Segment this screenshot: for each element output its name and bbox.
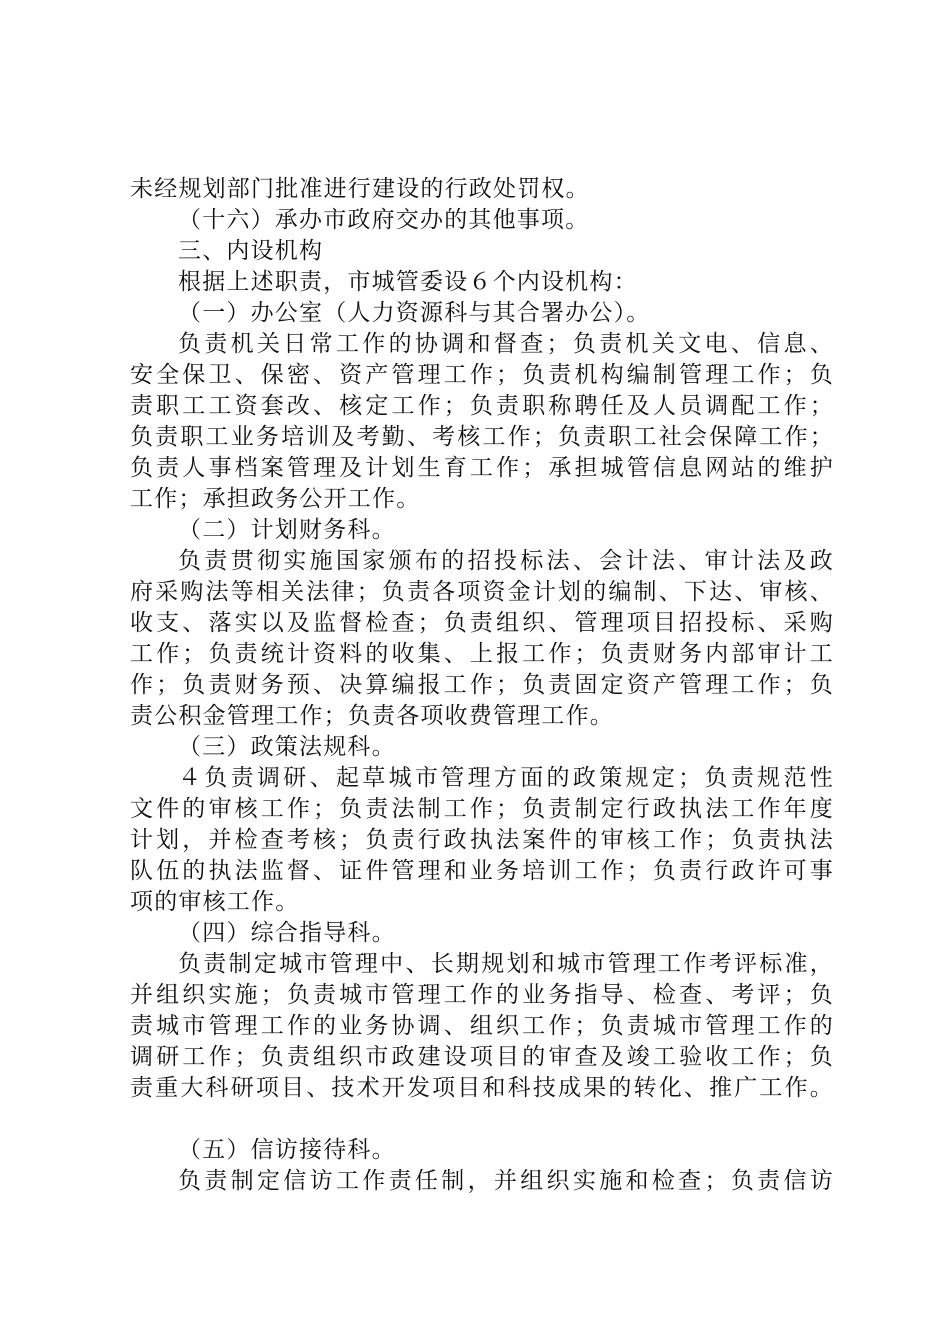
- text-line: 工作；承担政务公开工作。: [130, 486, 421, 512]
- text-line: 负责贯彻实施国家颁布的招投标法、会计法、审计法及政: [178, 548, 834, 574]
- text-line: 文件的审核工作；负责法制工作；负责制定行政执法工作年度: [130, 796, 834, 822]
- section-heading: 三、内设机构: [178, 238, 324, 264]
- text-line: 未经规划部门批准进行建设的行政处罚权。: [130, 176, 590, 202]
- subsection-heading: （四）综合指导科。: [178, 920, 396, 946]
- text-line: 项的审核工作。: [130, 889, 300, 915]
- subsection-heading: （五）信访接待科。: [178, 1137, 396, 1163]
- text-line: 负责制定城市管理中、长期规划和城市管理工作考评标准，: [178, 951, 834, 977]
- text-line: 负责制定信访工作责任制，并组织实施和检查；负责信访: [178, 1168, 834, 1194]
- document-body: [130, 174, 834, 1197]
- subsection-heading: （二）计划财务科。: [178, 517, 396, 543]
- text-line: 调研工作；负责组织市政建设项目的审查及竣工验收工作；负: [130, 1044, 834, 1070]
- text-line: 负责机关日常工作的协调和督查；负责机关文电、信息、: [178, 331, 834, 357]
- text-line: 安全保卫、保密、资产管理工作；负责机构编制管理工作；负: [130, 362, 834, 388]
- text-line: 收支、落实以及监督检查；负责组织、管理项目招投标、采购: [130, 610, 834, 636]
- text-line: 负责人事档案管理及计划生育工作；承担城管信息网站的维护: [130, 455, 834, 481]
- blank-line: [130, 1104, 834, 1135]
- text-line: 根据上述职责，市城管委设６个内设机构：: [178, 269, 638, 295]
- subsection-heading: （三）政策法规科。: [178, 734, 396, 760]
- text-line: 并组织实施；负责城市管理工作的业务指导、检查、考评；负: [130, 982, 834, 1008]
- text-line: 工作；负责统计资料的收集、上报工作；负责财务内部审计工: [130, 641, 834, 667]
- text-line: 队伍的执法监督、证件管理和业务培训工作；负责行政许可事: [130, 858, 834, 884]
- text-line: （十六）承办市政府交办的其他事项。: [178, 207, 590, 233]
- text-line: ４负责调研、起草城市管理方面的政策规定；负责规范性: [178, 765, 834, 791]
- text-line: 作；负责财务预、决算编报工作；负责固定资产管理工作；负: [130, 672, 834, 698]
- text-line: 府采购法等相关法律；负责各项资金计划的编制、下达、审核、: [130, 579, 834, 605]
- subsection-heading: （一）办公室（人力资源科与其合署办公）。: [178, 300, 651, 326]
- text-line: 责公积金管理工作；负责各项收费管理工作。: [130, 703, 614, 729]
- text-line: 责城市管理工作的业务协调、组织工作；负责城市管理工作的: [130, 1013, 834, 1039]
- text-line: 负责职工业务培训及考勤、考核工作；负责职工社会保障工作；: [130, 424, 834, 450]
- text-line: 责职工工资套改、核定工作；负责职称聘任及人员调配工作；: [130, 393, 834, 419]
- text-line: 计划，并检查考核；负责行政执法案件的审核工作；负责执法: [130, 827, 834, 853]
- text-line: 责重大科研项目、技术开发项目和科技成果的转化、推广工作。: [130, 1075, 834, 1101]
